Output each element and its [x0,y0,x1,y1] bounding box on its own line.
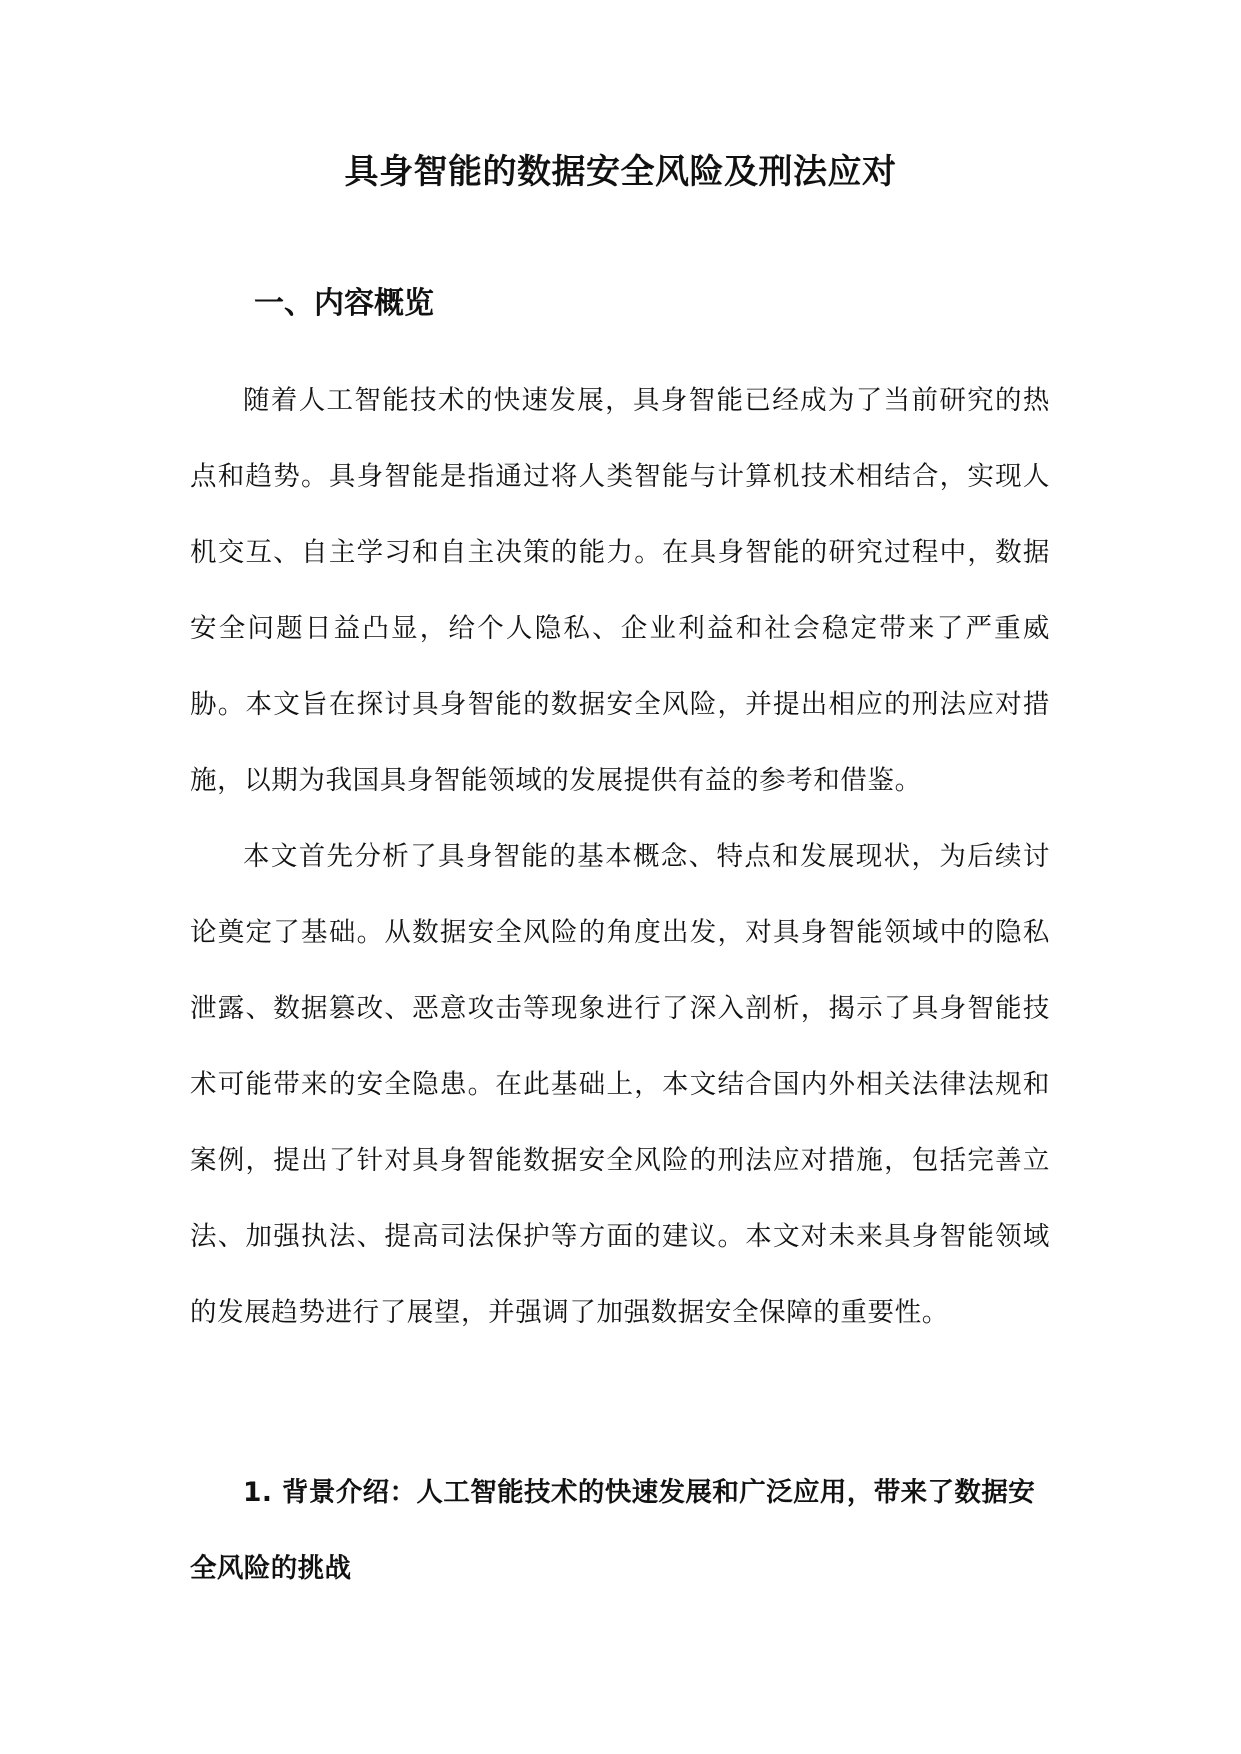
paragraph-summary: 本文首先分析了具身智能的基本概念、特点和发展现状，为后续讨论奠定了基础。从数据安全风险的角度出发，对具身智能领域中的隐私泄露、数据篡改、恶意攻击等现象进行了深入剖析，揭示了具身智能技术可能带来的安全隐患。在此基础上，本文结合国内外相关法律法规和案例，提出了针对具身智能数据安全风险的刑法应对措施，包括完善立法、加强执法、提高司法保护等方面的建议。本文对未来具身智能领域的发展趋势进行了展望，并强调了加强数据安全保障的重要性。 [190,841,1050,1328]
document-title: 具身智能的数据安全风险及刑法应对 [344,152,897,192]
paragraph-intro: 随着人工智能技术的快速发展，具身智能已经成为了当前研究的热点和趋势。具身智能是指通过将人类智能与计算机技术相结合，实现人机交互、自主学习和自主决策的能力。在具身智能的研究过程中，数据安全问题日益凸显，给个人隐私、企业利益和社会稳定带来了严重威胁。本文旨在探讨具身智能的数据安全风险，并提出相应的刑法应对措施，以期为我国具身智能领域的发展提供有益的参考和借鉴。 [190,385,1050,796]
section-heading: 一、内容概览 [254,286,434,321]
subsection-heading: 1. 背景介绍：人工智能技术的快速发展和广泛应用，带来了数据安全风险的挑战 [190,1477,1036,1584]
document-body [190,363,1050,1351]
